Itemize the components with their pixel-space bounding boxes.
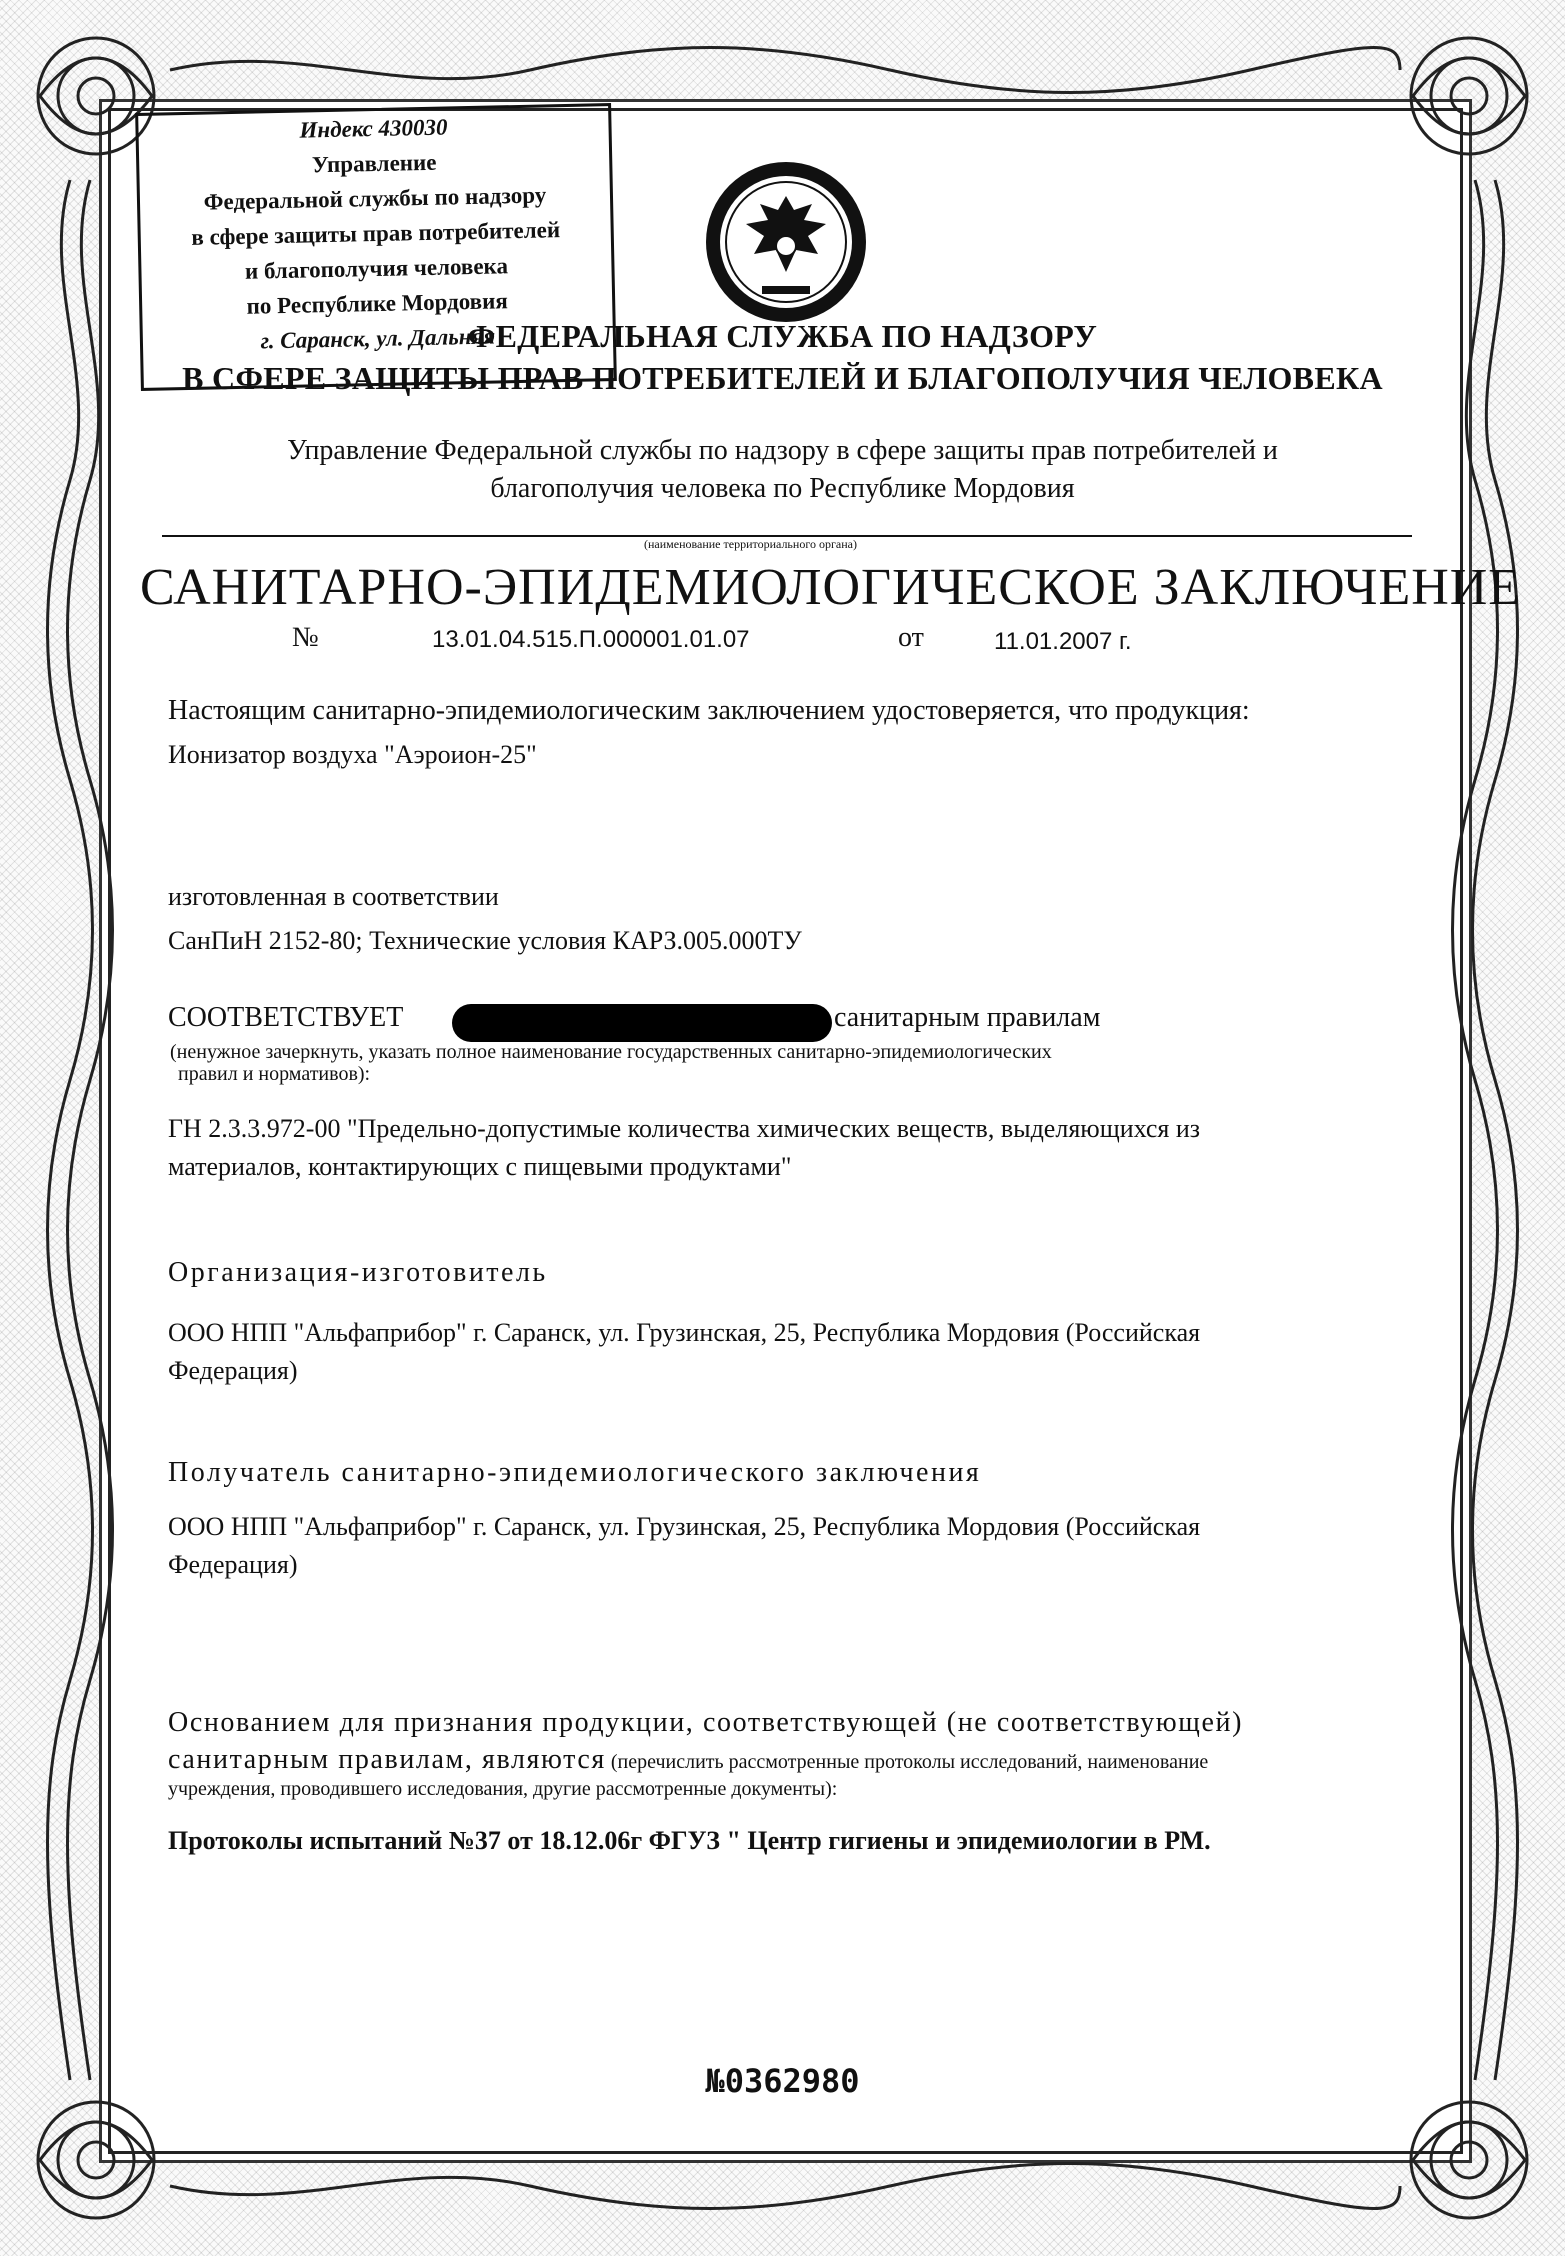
territorial-note: (наименование территориального органа)	[644, 537, 857, 551]
stamp-line-6: г. Саранск, ул. Дальняя	[260, 323, 496, 354]
recipient-label: Получатель санитарно-эпидемиологического заключения	[168, 1457, 982, 1488]
department-name	[200, 432, 1365, 508]
basis-line-2-note: (перечислить рассмотренные протоколы исследований, наименование	[605, 1751, 1209, 1773]
basis-line-2	[168, 1744, 1208, 1776]
date-from-label: от	[898, 622, 924, 653]
certifies-intro: Настоящим санитарно-эпидемиологическим заключением удостоверяется, что продукция:	[168, 695, 1250, 726]
recipient-line-1: ООО НПП "Альфаприбор" г. Саранск, ул. Грузинская, 25, Республика Мордовия (Российская	[168, 1512, 1201, 1541]
basis-line-3-note: учреждения, проводившего исследования, другие рассмотренные документы):	[168, 1778, 838, 1800]
stamp-index: Индекс 430030	[299, 114, 448, 143]
service-title-line-2: В СФЕРЕ ЗАЩИТЫ ПРАВ ПОТРЕБИТЕЛЕЙ И БЛАГОПОЛУЧИЯ ЧЕЛОВЕКА	[182, 360, 1383, 396]
compliance-rules	[168, 1110, 1398, 1186]
compliance-status: СООТВЕТСТВУЕТ	[168, 1002, 404, 1033]
basis-line-2-main: санитарным правилам, являются	[168, 1744, 606, 1775]
stamp-line-5: по Республике Мордовия	[246, 288, 509, 319]
department-line-1: Управление Федеральной службы по надзору в сфере защиты прав потребителей и	[287, 435, 1278, 466]
basis-line-1: Основанием для признания продукции, соответствующей (не соответствующей)	[168, 1707, 1244, 1738]
manufacturer-line-2: Федерация)	[168, 1356, 298, 1385]
manufactured-standard: СанПиН 2152-80; Технические условия КАРЗ.005.000ТУ	[168, 926, 802, 955]
compliance-rules-line-1: ГН 2.3.3.972-00 "Предельно-допустимые количества химических веществ, выделяющихся из	[168, 1114, 1201, 1143]
department-line-2: благополучия человека по Республике Мордовия	[490, 473, 1075, 504]
certificate-date: 11.01.2007 г.	[994, 628, 1132, 655]
manufacturer-line-1: ООО НПП "Альфаприбор" г. Саранск, ул. Грузинская, 25, Республика Мордовия (Российская	[168, 1318, 1201, 1347]
serial-number: №0362980	[705, 2062, 860, 2100]
stamp-line-3: в сфере защиты прав потребителей	[191, 217, 561, 250]
stamp-line-1: Управление	[311, 149, 437, 178]
product-name: Ионизатор воздуха "Аэроион-25"	[168, 740, 537, 769]
manufactured-label: изготовленная в соответствии	[168, 882, 499, 911]
document-title: САНИТАРНО-ЭПИДЕМИОЛОГИЧЕСКОЕ ЗАКЛЮЧЕНИЕ	[140, 559, 1522, 616]
double-headed-eagle-emblem-icon	[702, 158, 870, 326]
service-title-line-1: ФЕДЕРАЛЬНАЯ СЛУЖБА ПО НАДЗОРУ	[467, 318, 1098, 354]
compliance-tail: санитарным правилам	[834, 1002, 1101, 1033]
stamp-line-4: и благополучия человека	[244, 253, 509, 284]
certificate-number: 13.01.04.515.П.000001.01.07	[432, 626, 750, 653]
manufacturer-label: Организация-изготовитель	[168, 1257, 548, 1288]
compliance-rules-line-2: материалов, контактирующих с пищевыми продуктами"	[168, 1152, 792, 1181]
recipient-line-2: Федерация)	[168, 1550, 298, 1579]
number-label: №	[292, 622, 319, 653]
manufacturer-address	[168, 1314, 1398, 1390]
compliance-note-line-2: правил и нормативов):	[178, 1063, 371, 1085]
recipient-address	[168, 1508, 1398, 1584]
stamp-line-2: Федеральной службы по надзору	[203, 182, 547, 215]
redaction-mark	[452, 1004, 832, 1042]
basis-protocols: Протоколы испытаний №37 от 18.12.06г ФГУЗ " Центр гигиены и эпидемиологии в РМ.	[168, 1826, 1211, 1855]
compliance-note-line-1: (ненужное зачеркнуть, указать полное наименование государственных санитарно-эпидемиологических	[170, 1041, 1052, 1063]
